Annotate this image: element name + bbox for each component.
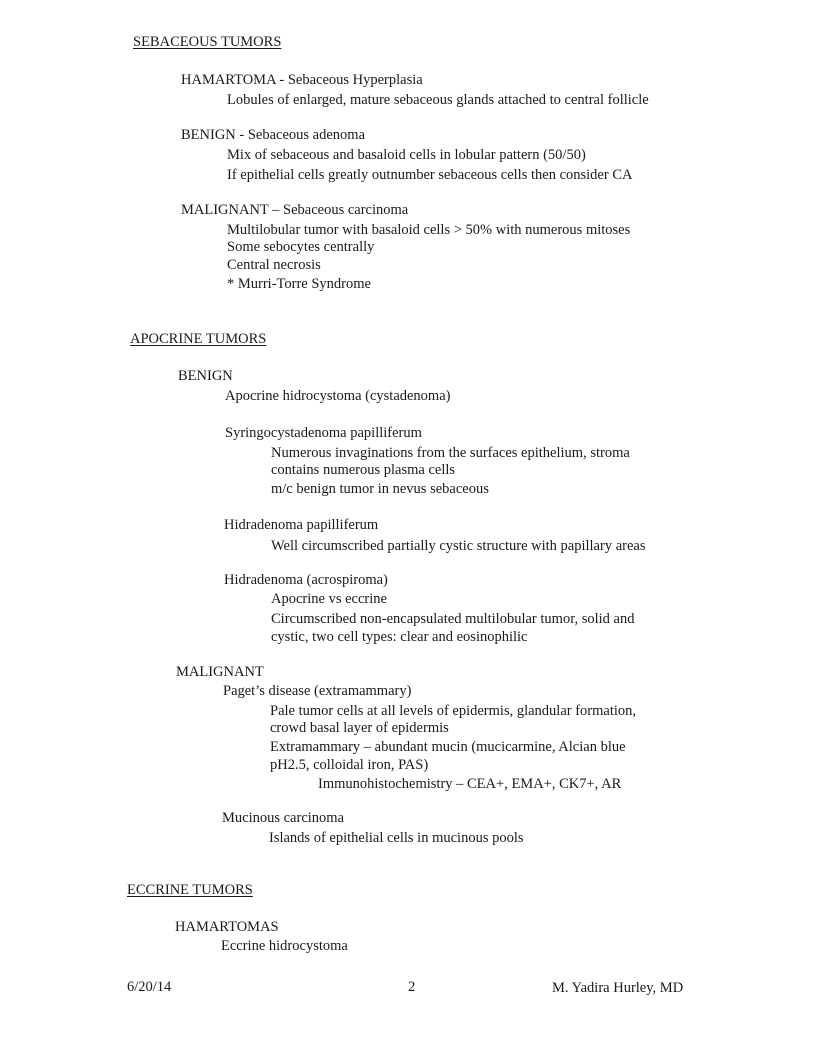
- mucinous-carcinoma-title: Mucinous carcinoma: [222, 810, 345, 826]
- sebaceous-hamartoma-title: HAMARTOMA - Sebaceous Hyperplasia: [181, 72, 423, 88]
- acrospiroma-line: cystic, two cell types: clear and eosinophilic: [271, 629, 528, 645]
- paget-title: Paget’s disease (extramammary): [223, 683, 412, 699]
- sebaceous-malignant-line: Central necrosis: [227, 257, 321, 273]
- paget-line: crowd basal layer of epidermis: [270, 720, 449, 736]
- syringocystadenoma-title: Syringocystadenoma papilliferum: [225, 425, 422, 441]
- paget-ihc-line: Immunohistochemistry – CEA+, EMA+, CK7+, AR: [318, 776, 622, 792]
- paget-line: Pale tumor cells at all levels of epidermis, glandular formation,: [270, 703, 637, 719]
- apocrine-benign-label: BENIGN: [178, 368, 233, 384]
- eccrine-hamartomas-line: Eccrine hidrocystoma: [221, 938, 348, 954]
- section-heading-apocrine: APOCRINE TUMORS: [130, 331, 267, 347]
- sebaceous-benign-title: BENIGN - Sebaceous adenoma: [181, 127, 366, 143]
- acrospiroma-line: Apocrine vs eccrine: [271, 591, 387, 607]
- footer-author: M. Yadira Hurley, MD: [552, 980, 684, 996]
- hidradenoma-papilliferum-title: Hidradenoma papilliferum: [224, 517, 379, 533]
- sebaceous-benign-line: Mix of sebaceous and basaloid cells in lobular pattern (50/50): [227, 147, 586, 163]
- section-heading-sebaceous: SEBACEOUS TUMORS: [133, 34, 282, 50]
- sebaceous-malignant-title: MALIGNANT – Sebaceous carcinoma: [181, 202, 409, 218]
- syringocystadenoma-line: m/c benign tumor in nevus sebaceous: [271, 481, 489, 497]
- hidradenoma-papilliferum-line: Well circumscribed partially cystic structure with papillary areas: [271, 538, 646, 554]
- footer-page-number: 2: [408, 979, 416, 995]
- syringocystadenoma-line: contains numerous plasma cells: [271, 462, 456, 478]
- eccrine-hamartomas-label: HAMARTOMAS: [175, 919, 279, 935]
- apocrine-malignant-label: MALIGNANT: [176, 664, 264, 680]
- acrospiroma-title: Hidradenoma (acrospiroma): [224, 572, 388, 588]
- sebaceous-benign-line: If epithelial cells greatly outnumber sebaceous cells then consider CA: [227, 167, 633, 183]
- sebaceous-malignant-line: * Murri-Torre Syndrome: [227, 276, 371, 292]
- sebaceous-malignant-line: Some sebocytes centrally: [227, 239, 375, 255]
- sebaceous-malignant-line: Multilobular tumor with basaloid cells > 50% with numerous mitoses: [227, 222, 631, 238]
- paget-line: Extramammary – abundant mucin (mucicarmine, Alcian blue: [270, 739, 626, 755]
- mucinous-carcinoma-line: Islands of epithelial cells in mucinous pools: [269, 830, 524, 846]
- syringocystadenoma-line: Numerous invaginations from the surfaces epithelium, stroma: [271, 445, 630, 461]
- acrospiroma-line: Circumscribed non-encapsulated multilobular tumor, solid and: [271, 611, 635, 627]
- section-heading-eccrine: ECCRINE TUMORS: [127, 882, 253, 898]
- sebaceous-hamartoma-line: Lobules of enlarged, mature sebaceous glands attached to central follicle: [227, 92, 649, 108]
- apocrine-hidrocystoma: Apocrine hidrocystoma (cystadenoma): [225, 388, 451, 404]
- paget-line: pH2.5, colloidal iron, PAS): [270, 757, 429, 773]
- footer-date: 6/20/14: [127, 979, 172, 995]
